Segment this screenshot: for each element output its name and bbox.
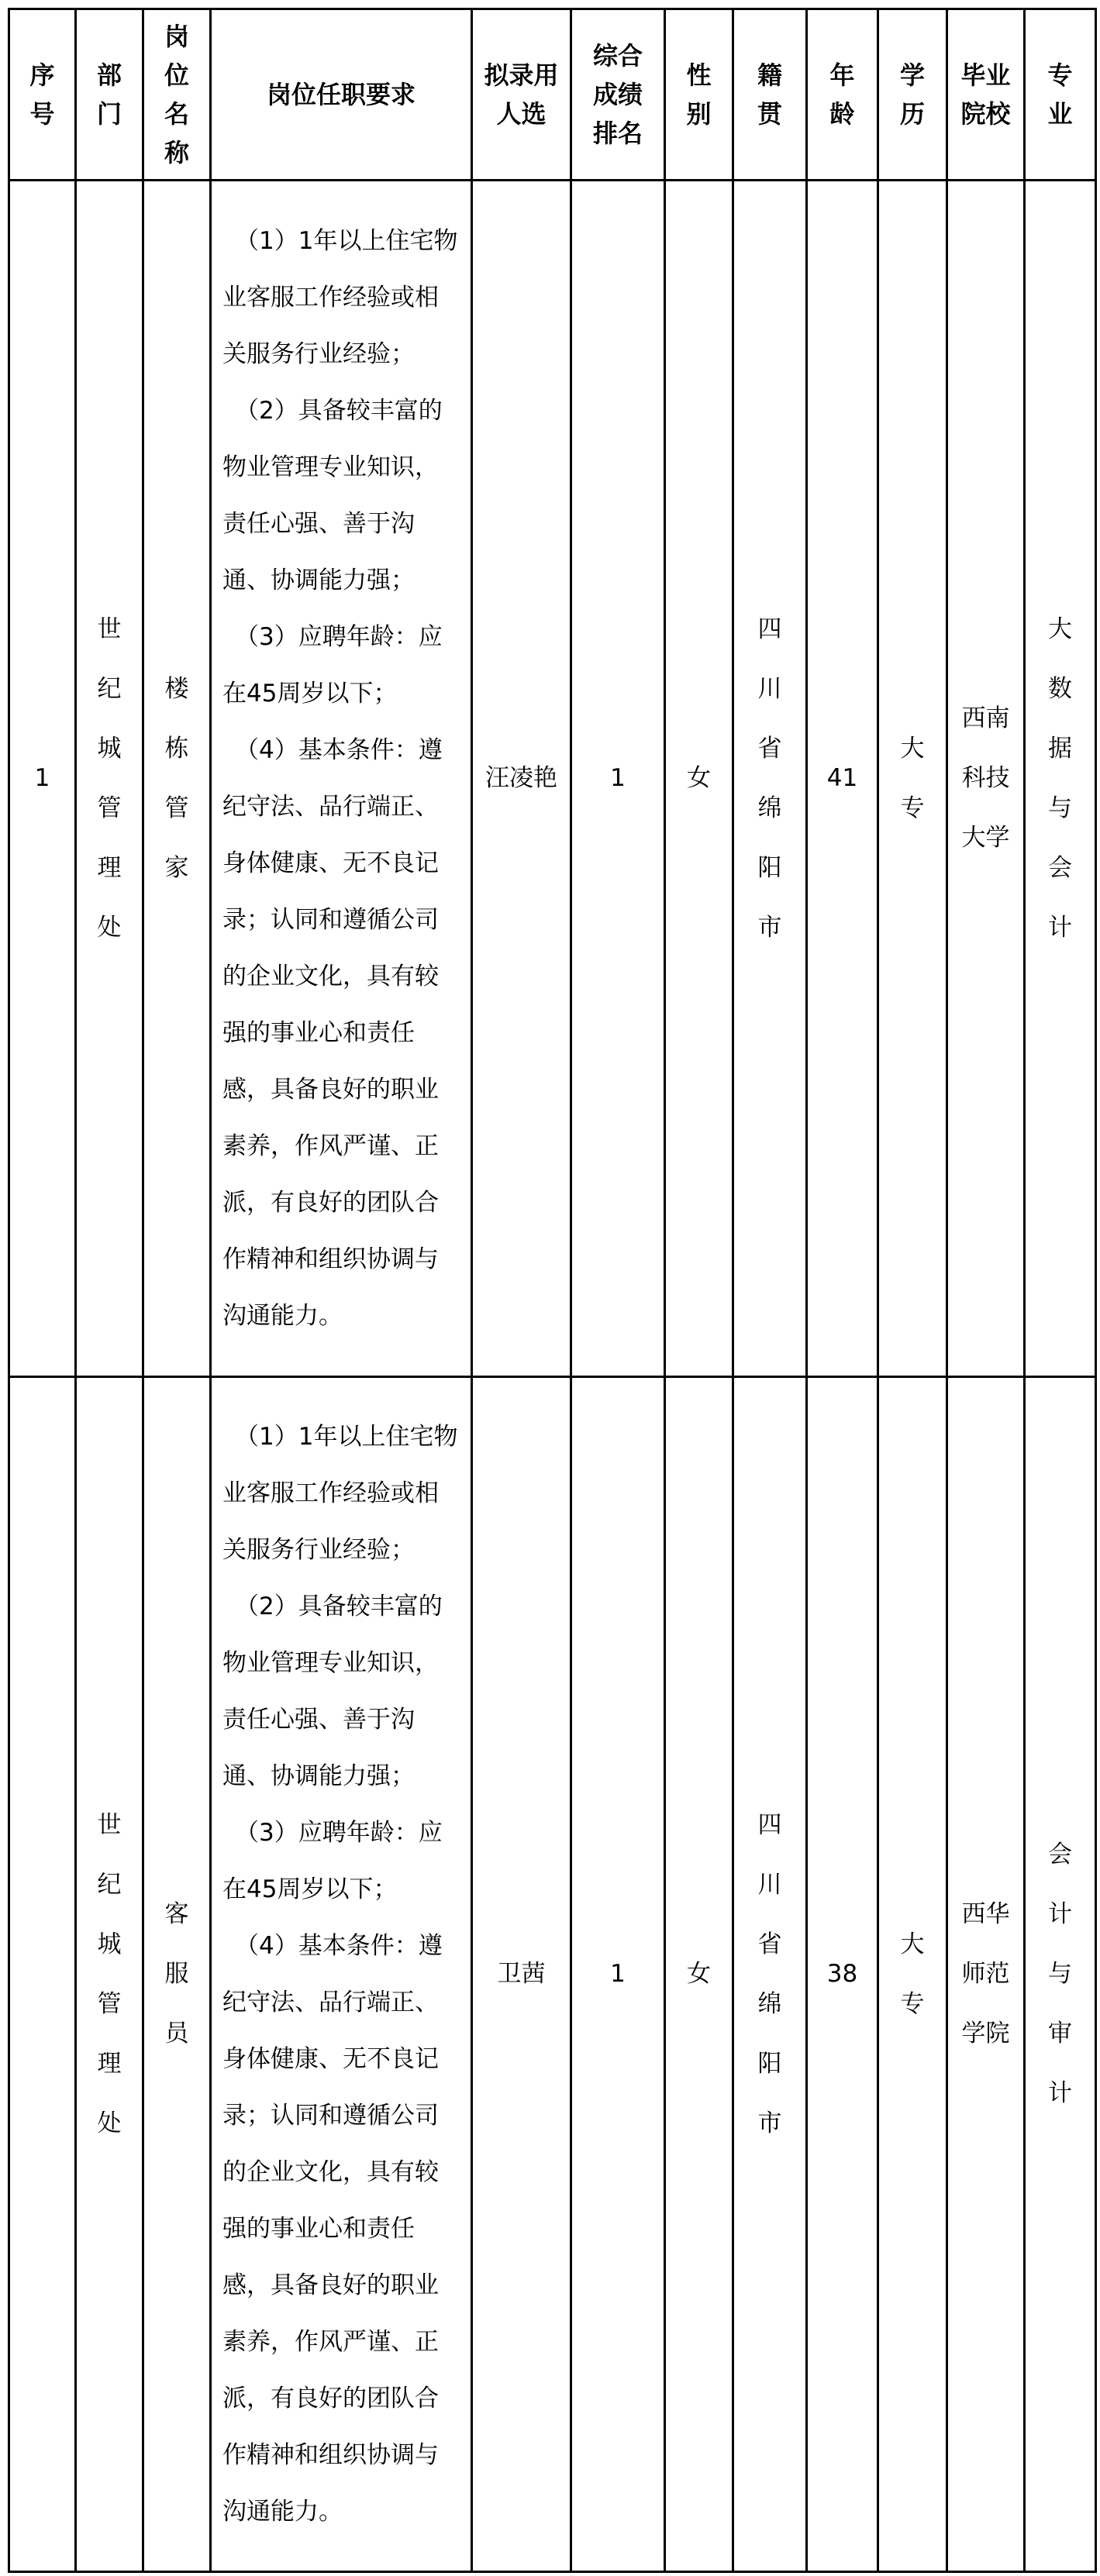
education-text: 大	[900, 734, 925, 763]
requirements-text: 在45周岁以下；	[222, 679, 398, 708]
major-text: 与	[1048, 794, 1072, 822]
header-rank	[571, 9, 665, 181]
department-text: 世	[97, 1810, 122, 1839]
department-text: 处	[97, 2109, 122, 2137]
cell-requirements	[211, 1377, 472, 2572]
cell-school	[947, 1377, 1025, 2572]
hometown-text: 川	[757, 1870, 782, 1899]
header-major	[1025, 9, 1096, 181]
requirements-text: 在45周岁以下；	[222, 1875, 398, 1903]
cell-index	[9, 1377, 76, 2572]
header-text: 性	[686, 60, 712, 90]
cell-education	[878, 1377, 947, 2572]
requirements-text: 纪守法、品行端正、	[222, 792, 439, 821]
cell-rank	[571, 1377, 665, 2572]
header-text: 拟录用	[484, 60, 559, 90]
hometown-text: 市	[757, 913, 782, 942]
header-row	[9, 9, 1096, 181]
cell-major	[1025, 1377, 1096, 2572]
header-text: 人选	[496, 99, 547, 129]
candidate-text: 卫茜	[497, 1960, 546, 1988]
requirements-text: （1）1年以上住宅物	[235, 1422, 458, 1451]
requirements-text: （3）应聘年龄：应	[235, 1818, 443, 1847]
header-text: 排名	[592, 119, 643, 148]
position-text: 服	[164, 1960, 189, 1988]
header-text: 综合	[592, 41, 643, 71]
header-text: 别	[686, 99, 712, 129]
education-text: 专	[900, 1989, 925, 2018]
requirements-text: 责任心强、善于沟	[222, 1705, 415, 1734]
cell-candidate	[472, 1377, 571, 2572]
header-text: 部	[96, 60, 122, 90]
header-education	[878, 9, 947, 181]
department-text: 纪	[97, 1870, 122, 1899]
header-text: 年	[829, 60, 855, 90]
hometown-text: 阳	[757, 853, 782, 882]
hometown-text: 绵	[757, 794, 782, 822]
header-position	[143, 9, 211, 181]
school-text: 科技	[961, 764, 1010, 792]
requirements-text: （2）具备较丰富的	[235, 396, 443, 425]
requirements-text: 素养，作风严谨、正	[222, 1131, 439, 1160]
school-text: 西华	[961, 1900, 1010, 1928]
position-text: 客	[164, 1900, 189, 1928]
major-text: 计	[1048, 913, 1072, 942]
requirements-text: 业客服工作经验或相	[222, 283, 439, 312]
position-text: 管	[164, 794, 189, 822]
major-text: 会	[1048, 1841, 1072, 1868]
major-text: 据	[1048, 734, 1072, 763]
requirements-text: 强的事业心和责任	[222, 1018, 415, 1047]
requirements-text: 派，有良好的团队合	[222, 1188, 439, 1217]
requirements-text: 身体健康、无不良记	[222, 849, 439, 877]
major-text: 与	[1048, 1960, 1072, 1988]
hometown-text: 绵	[757, 1989, 782, 2018]
table-row	[9, 1377, 1096, 2572]
requirements-text: （1）1年以上住宅物	[235, 226, 458, 255]
hometown-text: 川	[757, 674, 782, 703]
department-text: 理	[97, 2049, 122, 2078]
cell-department	[76, 1377, 143, 2572]
requirements-text: （4）基本条件：遵	[235, 735, 443, 764]
department-text: 世	[97, 615, 122, 643]
requirements-text: 关服务行业经验；	[222, 339, 415, 368]
hometown-text: 四	[757, 1810, 782, 1839]
header-candidate	[472, 9, 571, 181]
header-gender	[665, 9, 733, 181]
school-text: 西南	[961, 704, 1010, 732]
cell-candidate	[472, 181, 571, 1377]
major-text: 会	[1048, 853, 1072, 882]
requirements-text: （2）具备较丰富的	[235, 1592, 443, 1620]
school-text: 师范	[961, 1960, 1010, 1988]
hometown-text: 省	[757, 1930, 782, 1958]
gender-text: 女	[687, 1960, 711, 1988]
index-text: 1	[34, 764, 50, 792]
hometown-text: 阳	[757, 2049, 782, 2078]
department-text: 城	[97, 734, 122, 763]
cell-hometown	[733, 1377, 807, 2572]
requirements-text: （4）基本条件：遵	[235, 1931, 443, 1960]
header-text: 专	[1047, 60, 1073, 90]
education-text: 专	[900, 794, 925, 822]
requirements-text: 责任心强、善于沟	[222, 509, 415, 538]
header-text: 毕业	[960, 60, 1011, 90]
header-text: 名	[164, 99, 189, 129]
major-text: 数	[1048, 674, 1072, 703]
hometown-text: 市	[757, 2109, 782, 2137]
header-text: 历	[899, 99, 925, 129]
header-text: 籍	[757, 60, 782, 90]
cell-school	[947, 181, 1025, 1377]
header-hometown	[733, 9, 807, 181]
cell-major	[1025, 181, 1096, 1377]
requirements-text: 物业管理专业知识，	[222, 453, 439, 481]
header-index	[9, 9, 76, 181]
cell-gender	[665, 1377, 733, 2572]
header-text: 序	[29, 60, 55, 90]
requirements-text: 身体健康、无不良记	[222, 2044, 439, 2073]
header-school	[947, 9, 1025, 181]
header-age	[807, 9, 878, 181]
cell-hometown	[733, 181, 807, 1377]
requirements-text: 沟通能力。	[222, 1301, 343, 1330]
requirements-text: 的企业文化，具有较	[222, 2158, 439, 2186]
department-text: 管	[97, 1989, 122, 2018]
age-text: 41	[826, 764, 858, 792]
recruitment-table	[8, 8, 1097, 2573]
major-text: 大	[1048, 615, 1072, 643]
header-text: 贯	[757, 99, 782, 129]
header-text: 门	[96, 99, 122, 129]
header-text: 岗位任职要求	[266, 80, 416, 109]
requirements-text: 的企业文化，具有较	[222, 962, 439, 990]
cell-position	[143, 181, 211, 1377]
cell-gender	[665, 181, 733, 1377]
requirements-text: 感，具备良好的职业	[222, 2271, 439, 2299]
header-text: 成绩	[592, 80, 643, 109]
requirements-text: 纪守法、品行端正、	[222, 1988, 439, 2016]
cell-rank	[571, 181, 665, 1377]
cell-position	[143, 1377, 211, 2572]
requirements-text: 派，有良好的团队合	[222, 2384, 439, 2412]
header-text: 号	[29, 99, 55, 129]
header-text: 学	[899, 60, 925, 90]
requirements-text: 作精神和组织协调与	[222, 2440, 439, 2469]
cell-department	[76, 181, 143, 1377]
position-text: 楼	[164, 674, 189, 703]
department-text: 处	[97, 913, 122, 942]
major-text: 计	[1048, 1900, 1072, 1928]
table-row	[9, 181, 1096, 1377]
requirements-text: 业客服工作经验或相	[222, 1479, 439, 1507]
education-text: 大	[900, 1930, 925, 1958]
requirements-text: 感，具备良好的职业	[222, 1075, 439, 1104]
gender-text: 女	[687, 764, 711, 792]
requirements-text: 通、协调能力强；	[222, 566, 415, 594]
requirements-text: 录；认同和遵循公司	[222, 2101, 439, 2130]
age-text: 38	[826, 1960, 858, 1988]
requirements-text: （3）应聘年龄：应	[235, 622, 443, 651]
requirements-text: 物业管理专业知识，	[222, 1648, 439, 1677]
department-text: 理	[97, 853, 122, 882]
position-text: 栋	[164, 734, 189, 763]
department-text: 纪	[97, 674, 122, 703]
requirements-text: 沟通能力。	[222, 2497, 343, 2526]
hometown-text: 四	[757, 615, 782, 643]
major-text: 计	[1048, 2079, 1072, 2107]
rank-text: 1	[610, 1960, 626, 1988]
hometown-text: 省	[757, 734, 782, 763]
position-text: 员	[164, 2020, 189, 2047]
cell-age	[807, 181, 878, 1377]
requirements-text: 关服务行业经验；	[222, 1535, 415, 1564]
header-text: 龄	[829, 99, 855, 129]
cell-age	[807, 1377, 878, 2572]
header-requirements	[211, 9, 472, 181]
requirements-text: 素养，作风严谨、正	[222, 2327, 439, 2356]
school-text: 大学	[961, 824, 1010, 852]
rank-text: 1	[610, 764, 626, 792]
position-text: 家	[164, 853, 189, 882]
header-text: 位	[164, 60, 189, 90]
major-text: 审	[1048, 2020, 1072, 2047]
cell-education	[878, 181, 947, 1377]
requirements-text: 强的事业心和责任	[222, 2214, 415, 2243]
school-text: 学院	[961, 2020, 1010, 2047]
header-text: 院校	[960, 99, 1011, 129]
requirements-text: 录；认同和遵循公司	[222, 905, 439, 934]
header-text: 业	[1047, 99, 1073, 129]
requirements-text: 通、协调能力强；	[222, 1762, 415, 1790]
header-text: 称	[164, 138, 189, 167]
header-department	[76, 9, 143, 181]
candidate-text: 汪凌艳	[485, 764, 557, 792]
department-text: 管	[97, 794, 122, 822]
cell-index	[9, 181, 76, 1377]
requirements-text: 作精神和组织协调与	[222, 1245, 439, 1273]
department-text: 城	[97, 1930, 122, 1958]
header-text: 岗	[164, 22, 189, 51]
cell-requirements	[211, 181, 472, 1377]
